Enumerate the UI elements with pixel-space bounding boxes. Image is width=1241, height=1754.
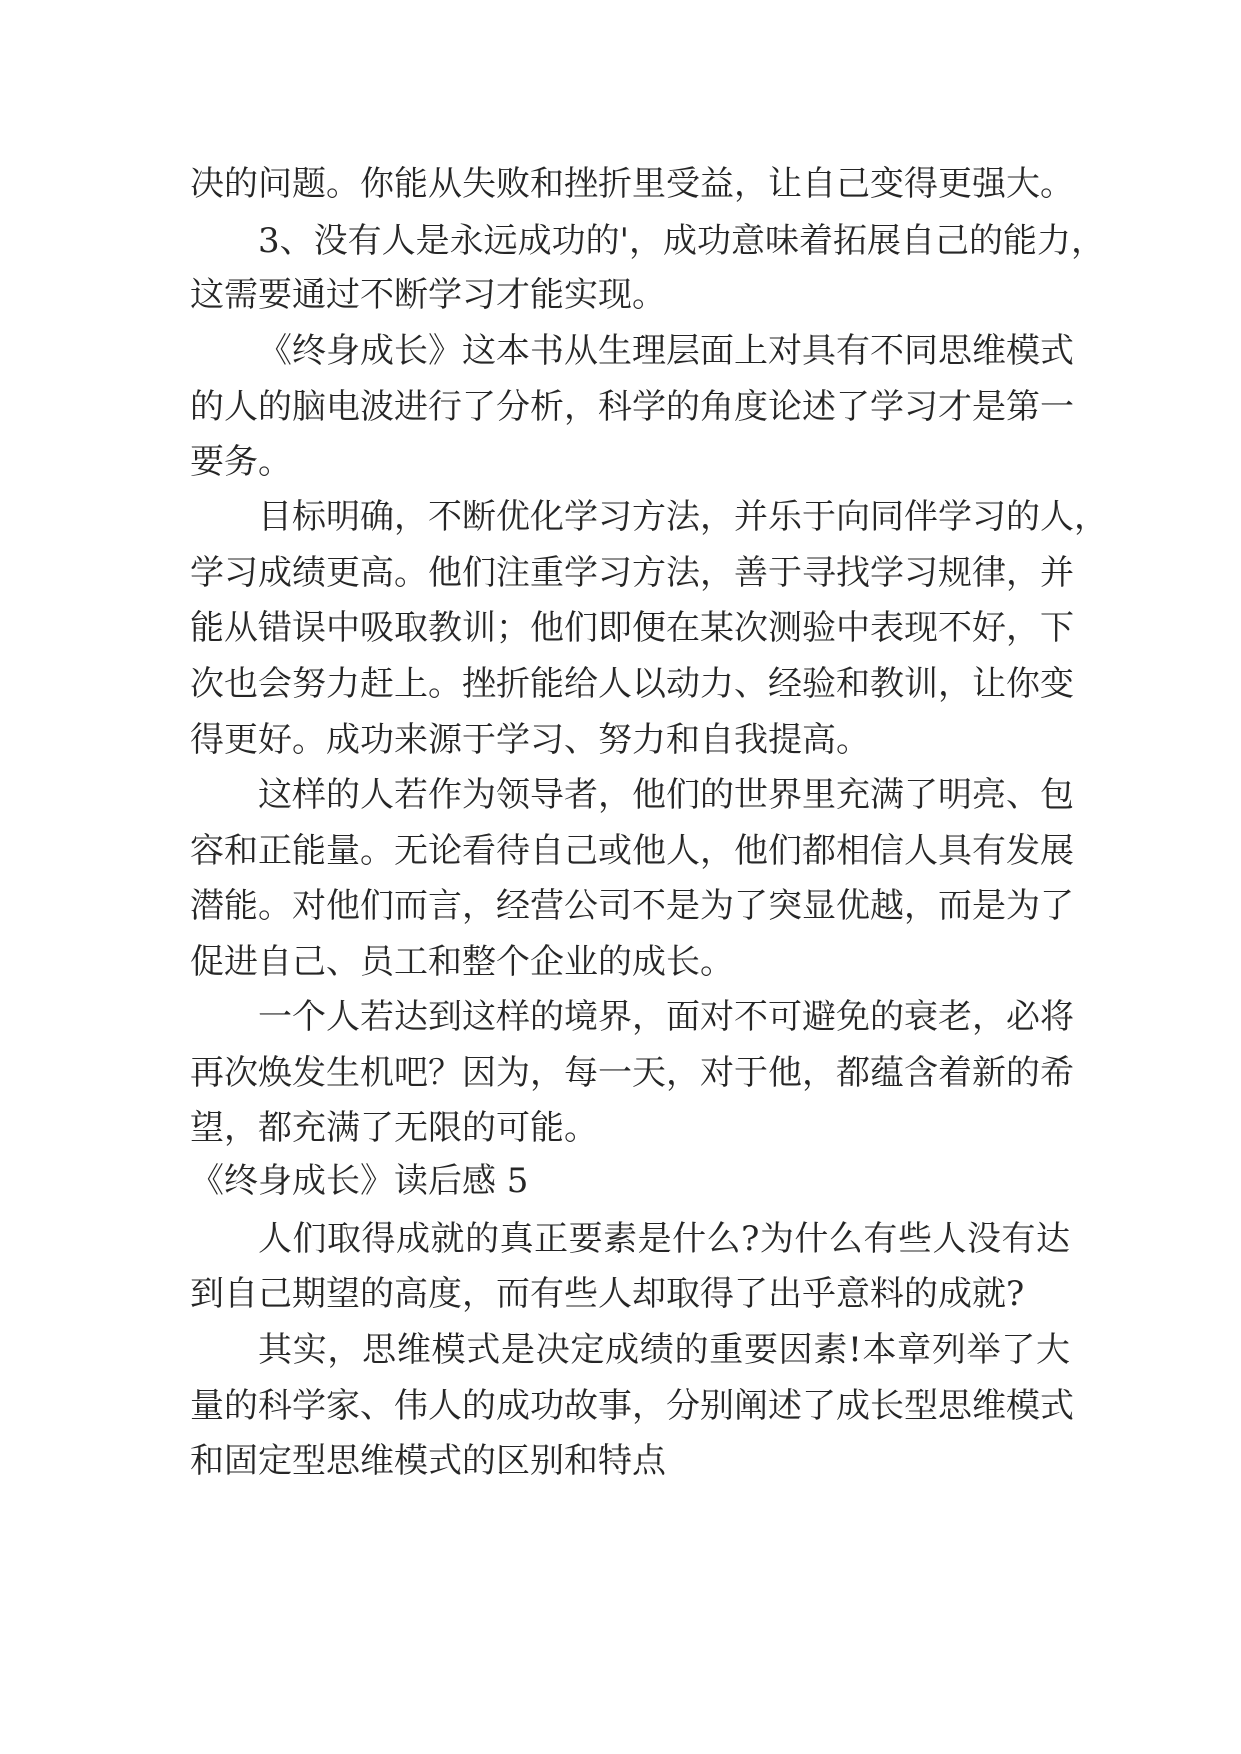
text-line-22: 量的科学家、伟人的成功故事，分别阐述了成长型思维模式 bbox=[190, 1386, 1074, 1426]
text-line-4: 《终身成长》这本书从生理层面上对具有不同思维模式 bbox=[258, 331, 1074, 371]
text-line-8: 学习成绩更高。他们注重学习方法，善于寻找学习规律，并 bbox=[190, 553, 1074, 593]
text-line-5: 的人的脑电波进行了分析，科学的角度论述了学习才是第一 bbox=[190, 387, 1074, 427]
text-line-23: 和固定型思维模式的区别和特点 bbox=[190, 1441, 666, 1481]
text-line-15: 促进自己、员工和整个企业的成长。 bbox=[190, 942, 734, 982]
text-line-13: 容和正能量。无论看待自己或他人，他们都相信人具有发展 bbox=[190, 831, 1074, 871]
text-line-19: 人们取得成就的真正要素是什么?为什么有些人没有达 bbox=[258, 1219, 1070, 1259]
text-line-17: 再次焕发生机吧？因为，每一天，对于他，都蕴含着新的希 bbox=[190, 1053, 1074, 1093]
text-line-11: 得更好。成功来源于学习、努力和自我提高。 bbox=[190, 720, 870, 760]
text-line-10: 次也会努力赶上。挫折能给人以动力、经验和教训，让你变 bbox=[190, 664, 1074, 704]
text-line-14: 潜能。对他们而言，经营公司不是为了突显优越，而是为了 bbox=[190, 886, 1074, 926]
section-heading: 《终身成长》读后感 5 bbox=[190, 1161, 529, 1201]
text-line-9: 能从错误中吸取教训；他们即便在某次测验中表现不好，下 bbox=[190, 608, 1074, 648]
text-line-1: 决的问题。你能从失败和挫折里受益，让自己变得更强大。 bbox=[190, 164, 1074, 204]
text-line-16: 一个人若达到这样的境界，面对不可避免的衰老，必将 bbox=[258, 997, 1074, 1037]
text-line-21: 其实，思维模式是决定成绩的重要因素!本章列举了大 bbox=[258, 1330, 1070, 1370]
text-line-2: 3、没有人是永远成功的'，成功意味着拓展自己的能力， bbox=[258, 221, 1105, 261]
text-line-12: 这样的人若作为领导者，他们的世界里充满了明亮、包 bbox=[258, 775, 1074, 815]
text-line-7: 目标明确，不断优化学习方法，并乐于向同伴学习的人， bbox=[258, 497, 1108, 537]
text-line-6: 要务。 bbox=[190, 442, 292, 482]
text-line-20: 到自己期望的高度，而有些人却取得了出乎意料的成就? bbox=[190, 1274, 1025, 1314]
text-line-3: 这需要通过不断学习才能实现。 bbox=[190, 275, 666, 315]
text-line-18: 望，都充满了无限的可能。 bbox=[190, 1108, 598, 1148]
